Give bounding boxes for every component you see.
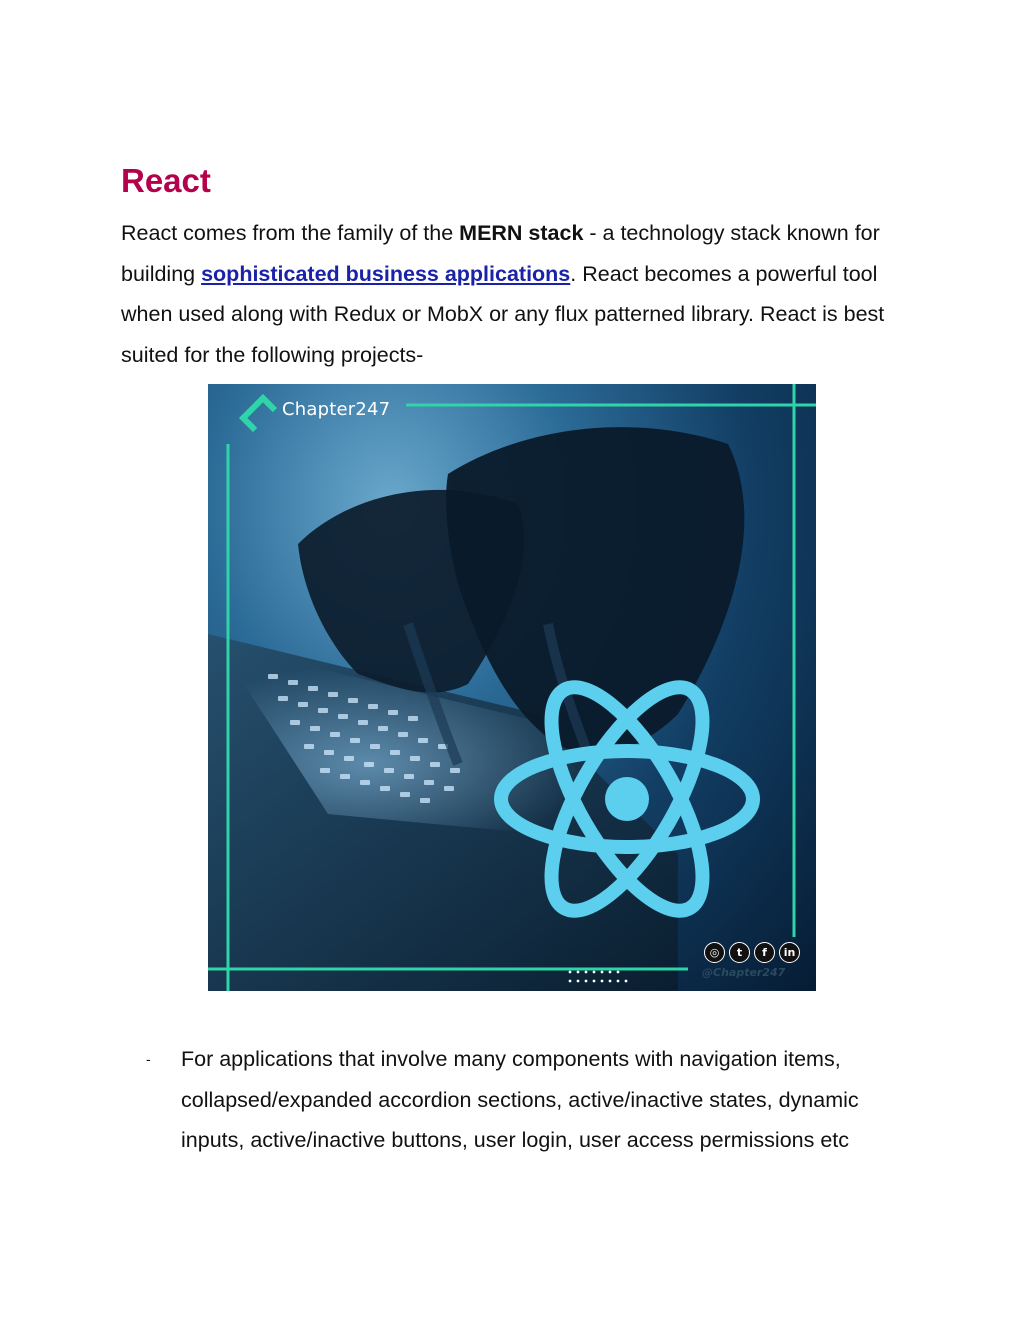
chapter247-logo-icon [239,394,277,432]
twitter-icon: t [729,942,750,963]
intro-text-1: React comes from the family of the [121,221,460,245]
social-handle: @Chapter247 [702,966,786,979]
page-title: React [121,162,211,199]
hero-illustration [208,384,816,991]
facebook-icon: f [754,942,775,963]
intro-text-2: - a technology stack known for building [121,221,880,286]
mern-stack-bold: MERN stack [459,221,584,245]
instagram-icon: ◎ [704,942,725,963]
intro-text-3: . React becomes a powerful tool when used along with Redux or MobX or any flux patterned library. React is best suited for the following projects- [121,261,885,367]
intro-paragraph [121,213,911,375]
project-list [146,1039,916,1161]
social-icons [704,942,800,963]
linkedin-icon: in [779,942,800,963]
brand-name: Chapter247 [282,399,391,420]
react-hero-image [208,384,816,991]
business-applications-link[interactable]: sophisticated business applications [201,261,571,286]
list-item [146,1039,916,1161]
bullet-marker: - [146,1051,151,1067]
list-item-text: For applications that involve many components with navigation items, collapsed/expanded accordion sections, active/inactive states, dynamic inputs, active/inactive buttons, user login, user access permissions etc [181,1047,859,1152]
